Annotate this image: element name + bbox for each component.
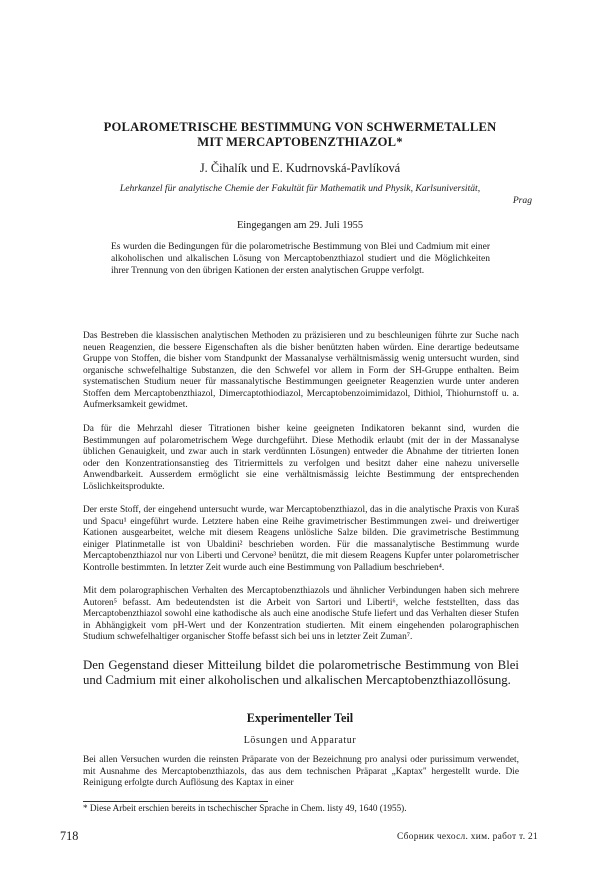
title-line-2: MIT MERCAPTOBENZTHIAZOL*: [197, 135, 403, 149]
abstract: Es wurden die Bedingungen für die polarometrische Bestimmung von Blei und Cadmium mit einer alkoholischen und alkalischen Lösung von Mercaptobenzthiazol studiert und die Möglichkeiten ihrer Trennung von den übrigen Kationen der ersten analytischen Gruppe verfolgt.: [111, 242, 490, 277]
affiliation: [60, 183, 540, 207]
affiliation-line-2: Prag: [512, 195, 532, 206]
section-title: Experimenteller Teil: [246, 711, 354, 725]
paragraph-2: Da für die Mehrzahl dieser Titrationen bisher keine geeigneten Indikatoren bekannt sind, wurden die Bestimmungen auf polarometrischem Wege durchgeführt. Diese Methodik erlaubt (mit der in der Massanalyse üblichen Genauigkeit, und zwar auch in stark verdünnten Lösungen) entweder die Abnahme der titrierten Ionen oder den Konzentrationsanstieg des Titriermittels zu verfolgen und besitzt daher eine nahezu universelle Anwendbarkeit. Ausserdem ermöglicht sie eine verhältnismässig leichte Bestimmung der entsprechenden Löslichkeitsprodukte.: [83, 424, 519, 492]
subsection-title: Lösungen und Apparatur: [243, 735, 357, 746]
paragraph-4: Mit dem polarographischen Verhalten des Mercaptobenzthiazols und ähnlicher Verbindungen haben sich mehrere Autoren⁵ befasst. Am bedeutendsten ist die Arbeit von Sartori und Liberti⁶, welche feststellten, dass das Mercaptobenzthiazol sowohl eine kathodische als auch eine anodische Stufe liefert und das Verhalten dieser Stufen in Abhängigkeit vom pH-Wert und der Konzentration studierten. Mit einem eingehenden polarographischen Studium schwefelhaltiger organischer Stoffe befasst sich bei uns in letzter Zeit Zuman⁷.: [83, 586, 519, 642]
authors: J. Čihalík und E. Kudrnovská-Pavlíková: [199, 161, 401, 175]
last-paragraph: Bei allen Versuchen wurden die reinsten Präparate von der Bezeichnung pro analysi oder purissimum verwendet, mit Ausnahme des Mercaptobenzthiazols, das aus dem technischen Präparat „Kaptax" hergestellt wurde. Die Reinigung erfolgte durch Auflösung des Kaptax in einer: [83, 755, 519, 788]
large-paragraph: Den Gegenstand dieser Mitteilung bildet die polarometrische Bestimmung von Blei und Cadmium mit einer alkoholischen und alkalischen Mercaptobenzthiazollösung.: [83, 658, 519, 688]
affiliation-line-1: Lehrkanzel für analytische Chemie der Fakultät für Mathematik und Physik, Karlsuniversität,: [119, 183, 481, 194]
paragraph-3: Der erste Stoff, der eingehend untersucht wurde, war Mercaptobenzthiazol, das in die analytische Praxis von Kuraš und Spacu¹ eingeführt wurde. Letztere haben eine Reihe gravimetrischer Bestimmungen zwei- und dreiwertiger Kationen ausgearbeitet, welche mit diesem Reagens unlösliche Salze bilden. Die gravimetrische Bestimmung einiger Platinmetalle ist von Ubaldini² beschrieben worden. Für die massanalytische Bestimmung wurde Mercaptobenzthiazol nur von Liberti und Cervone³ benützt, die mit diesem Reagens Kupfer unter polarometrischer Kontrolle bestimmten. In letzter Zeit wurde auch eine Bestimmung von Palladium beschrieben⁴.: [83, 505, 519, 573]
title-line-1: POLAROMETRISCHE BESTIMMUNG VON SCHWERMETALLEN: [103, 120, 497, 134]
received-date: Eingegangen am 29. Juli 1955: [236, 220, 364, 231]
paragraph-1: Das Bestreben die klassischen analytischen Methoden zu präzisieren und zu beschleunigen führte zur Suche nach neuen Reagenzien, die bessere Eigenschaften als die bisher benützten haben würden. Eine derartige bedeutsame Gruppe von Stoffen, die bisher vom Standpunkt der Massanalyse verhältnismässig wenig untersucht wurden, sind organische schwefelhaltige Substanzen, die den Schwefel vor allem in Form der SH-Gruppe enthalten. Beim systematischen Studium neuer für massanalytische Bestimmungen geeigneter Reagenzien wurde unter anderen Stoffen dem Mercaptobenzthiazol, Dimercaptothiodiazol, Mercaptobenzoimimidazol, Dithiol, Thiohurnstoff u. a. Aufmerksamkeit gewidmet.: [83, 331, 519, 410]
footnote: * Diese Arbeit erschien bereits in tschechischer Sprache in Chem. listy 49, 1640 (1955).: [83, 803, 407, 813]
article-title: [60, 120, 540, 150]
journal-footer: Сборник чехосл. хим. работ т. 21: [397, 832, 538, 842]
page-number: 718: [60, 829, 79, 843]
footnote-rule: [83, 801, 268, 802]
